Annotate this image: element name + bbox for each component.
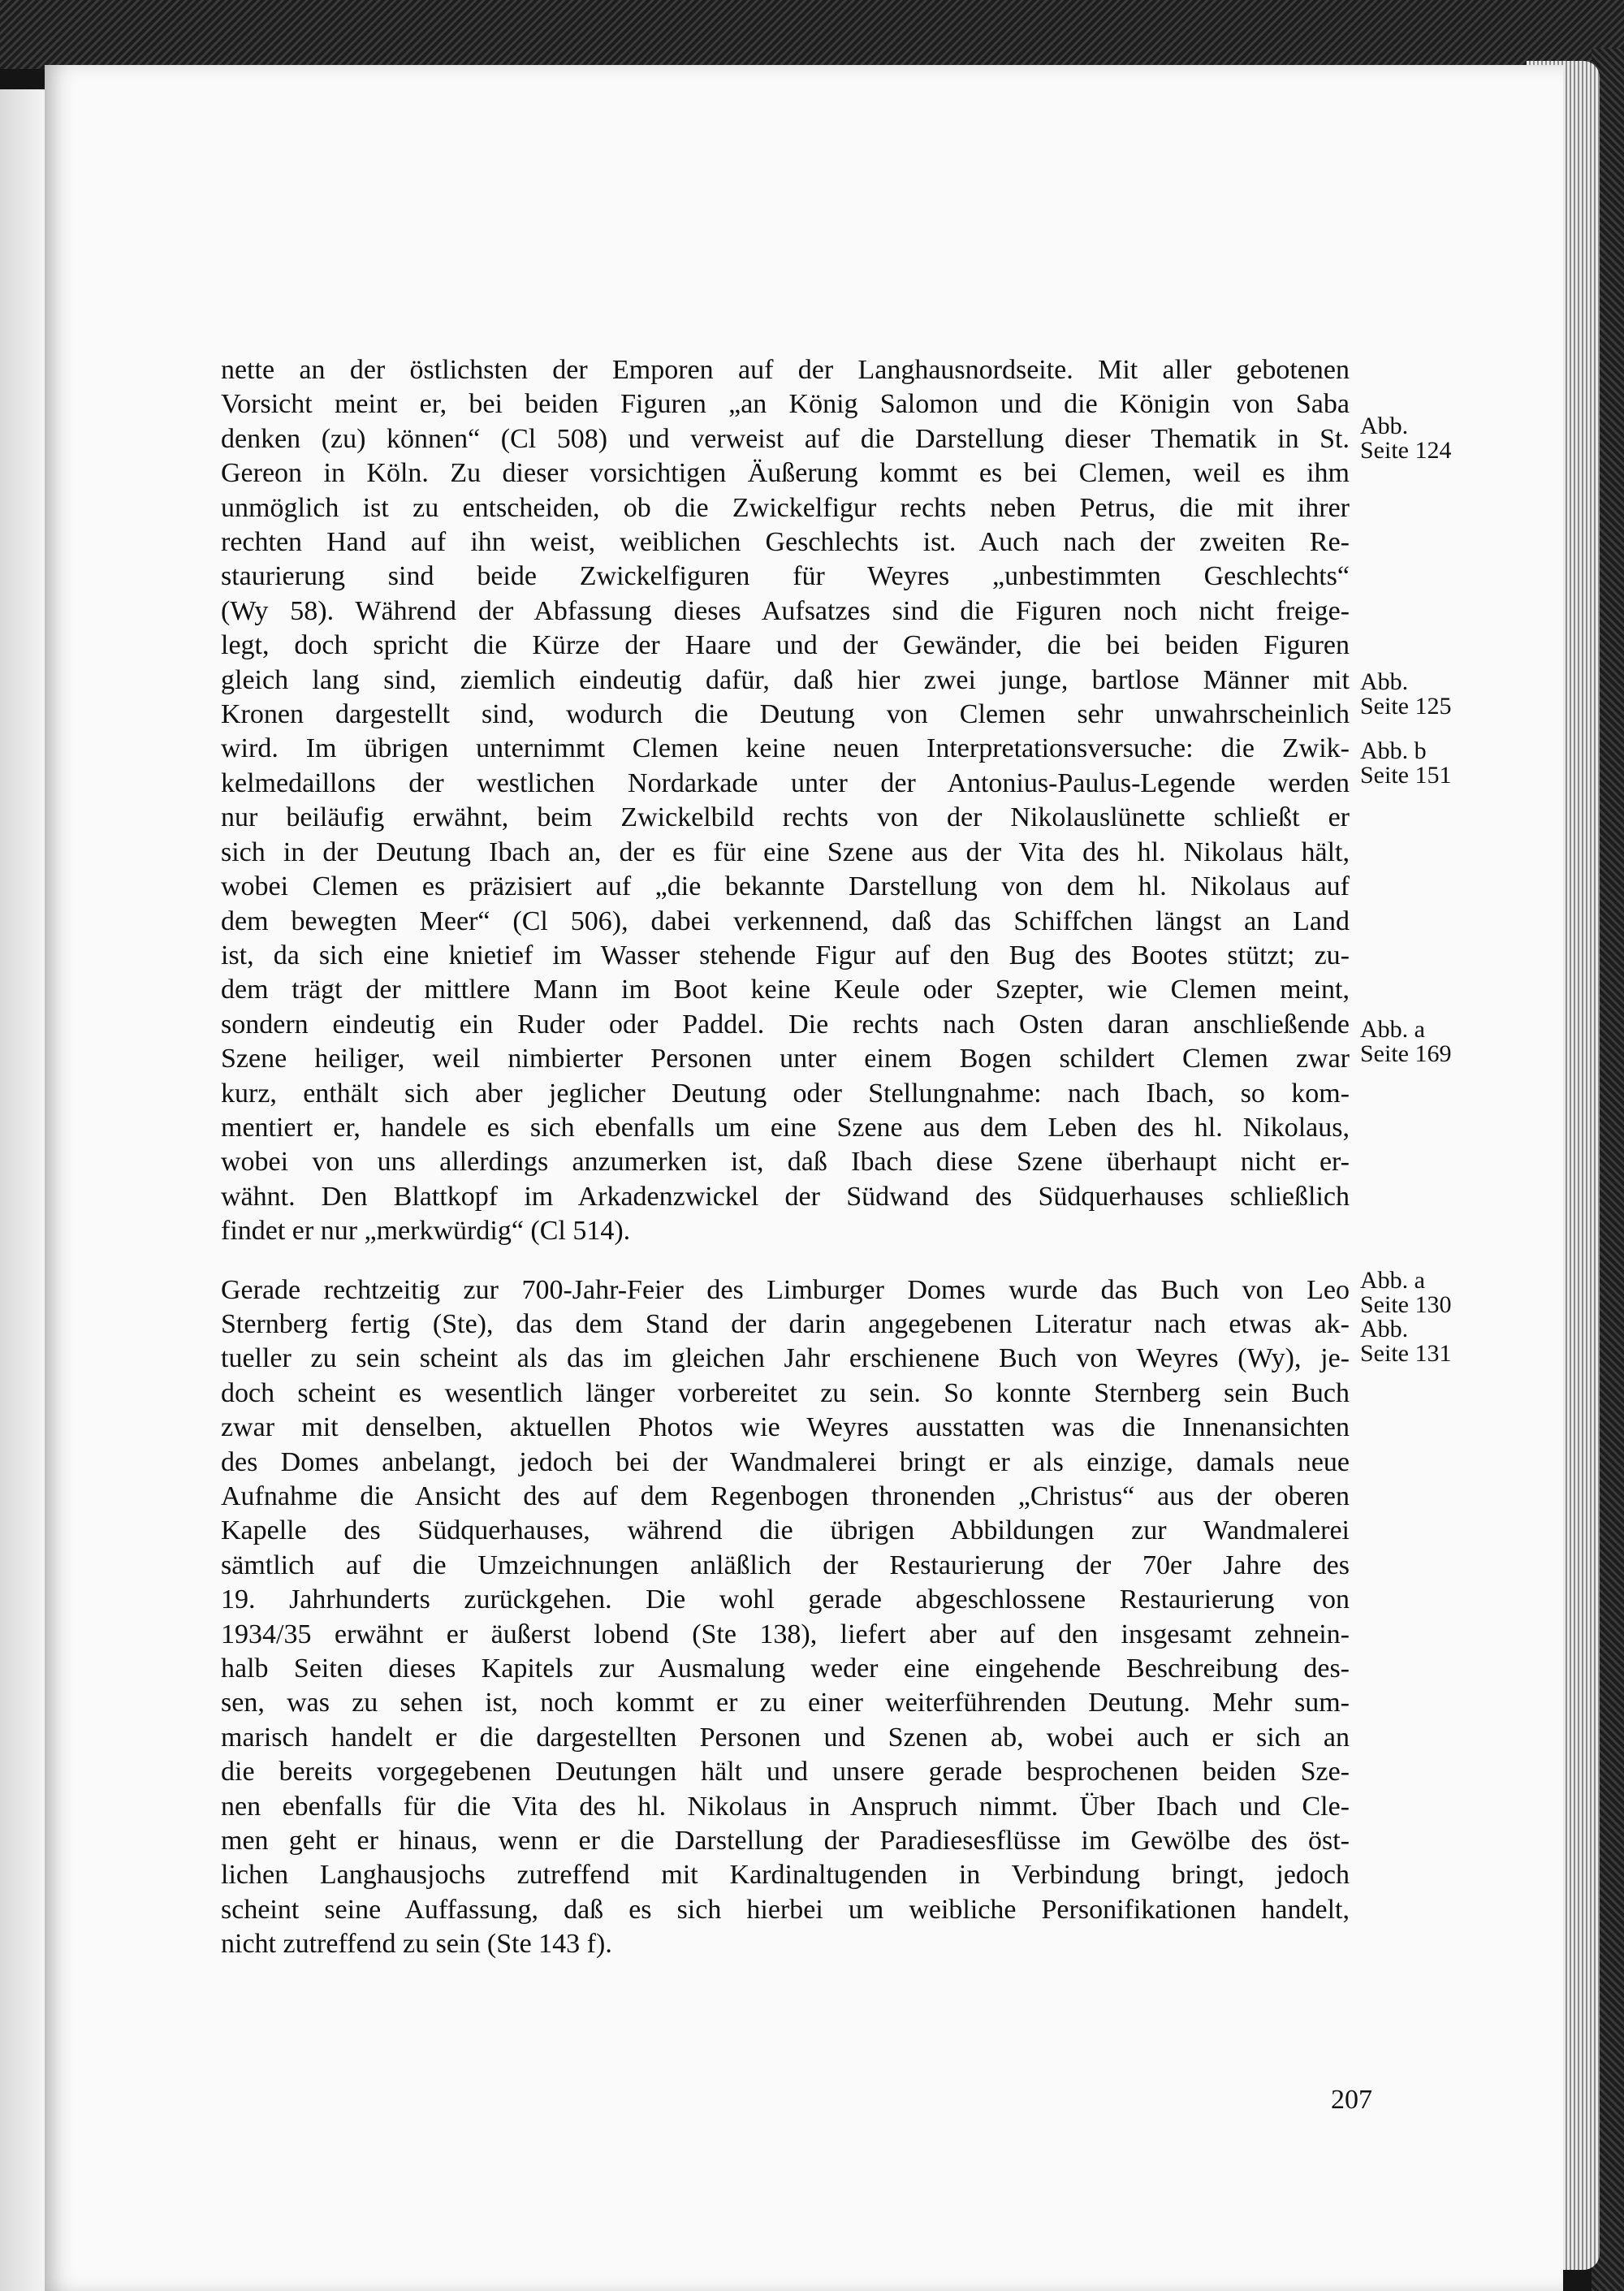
margin-note-label: Abb. b bbox=[1360, 737, 1427, 764]
margin-note-3 bbox=[1360, 739, 1452, 788]
text-line: wähnt. Den Blattkopf im Arkadenzwickel der Südwand des Südquerhauses schließlich bbox=[221, 1181, 1350, 1212]
text-line: men geht er hinaus, wenn er die Darstellung der Paradiesesflüsse im Gewölbe des öst- bbox=[221, 1826, 1350, 1857]
text-line: Gereon in Köln. Zu dieser vorsichtigen Äußerung kommt es bei Clemen, weil es ihm bbox=[221, 458, 1350, 489]
text-line: kelmedaillons der westlichen Nordarkade unter der Antonius-Paulus-Legende werden bbox=[221, 767, 1350, 798]
text-line: sondern eindeutig ein Ruder oder Paddel. Die rechts nach Osten daran anschließende bbox=[221, 1009, 1350, 1040]
text-line: (Wy 58). Während der Abfassung dieses Aufsatzes sind die Figuren noch nicht freige- bbox=[221, 595, 1350, 626]
text-line: wobei Clemen es präzisiert auf „die bekannte Darstellung von dem hl. Nikolaus auf bbox=[221, 871, 1350, 902]
body-text bbox=[221, 353, 1350, 1962]
text-line: doch scheint es wesentlich länger vorbereitet zu sein. So konnte Sternberg sein Buch bbox=[221, 1377, 1350, 1408]
text-line: nette an der östlichsten der Emporen auf der Langhausnordseite. Mit aller gebotenen bbox=[221, 355, 1350, 385]
text-line: halb Seiten dieses Kapitels zur Ausmalung weder eine eingehende Beschreibung des- bbox=[221, 1653, 1350, 1684]
text-line: Kronen dargestellt sind, wodurch die Deutung von Clemen sehr unwahrscheinlich bbox=[221, 699, 1350, 730]
text-line: unmöglich ist zu entscheiden, ob die Zwickelfigur rechts neben Petrus, die mit ihrer bbox=[221, 492, 1350, 523]
text-line: ist, da sich eine knietief im Wasser stehende Figur auf den Bug des Bootes stützt; zu- bbox=[221, 940, 1350, 970]
text-line: mentiert er, handele es sich ebenfalls um eine Szene aus dem Leben des hl. Nikolaus, bbox=[221, 1112, 1350, 1143]
margin-note-label: Abb. a bbox=[1360, 1016, 1425, 1043]
text-line: findet er nur „merkwürdig“ (Cl 514). bbox=[221, 1216, 631, 1247]
margin-note-page: Seite 125 bbox=[1360, 693, 1452, 720]
margin-note-2 bbox=[1360, 670, 1452, 719]
text-line: Aufnahme die Ansicht des auf dem Regenbogen thronenden „Christus“ aus der oberen bbox=[221, 1481, 1350, 1511]
text-line: legt, doch spricht die Kürze der Haare und der Gewänder, die bei beiden Figuren bbox=[221, 630, 1350, 661]
text-line: staurierung sind beide Zwickelfiguren für Weyres „unbestimmten Geschlechts“ bbox=[221, 561, 1350, 592]
margin-note-6 bbox=[1360, 1317, 1452, 1366]
text-line: zwar mit denselben, aktuellen Photos wie Weyres ausstatten was die Innenansichten bbox=[221, 1412, 1350, 1443]
text-line: marisch handelt er die dargestellten Personen und Szenen ab, wobei auch er sich an bbox=[221, 1722, 1350, 1753]
facing-page-edge bbox=[0, 89, 45, 2291]
paragraph-1 bbox=[221, 353, 1350, 1249]
text-line: tueller zu sein scheint als das im gleichen Jahr erschienene Buch von Weyres (Wy), je- bbox=[221, 1343, 1350, 1374]
text-line: dem bewegten Meer“ (Cl 506), dabei verkennend, daß das Schiffchen längst an Land bbox=[221, 906, 1350, 936]
text-line: sich in der Deutung Ibach an, der es für eine Szene aus der Vita des hl. Nikolaus hält, bbox=[221, 836, 1350, 867]
text-line: lichen Langhausjochs zutreffend mit Kardinaltugenden in Verbindung bringt, jedoch bbox=[221, 1860, 1350, 1891]
text-line: nur beiläufig erwähnt, beim Zwickelbild rechts von der Nikolauslünette schließt er bbox=[221, 802, 1350, 833]
text-line: Gerade rechtzeitig zur 700-Jahr-Feier des Limburger Domes wurde das Buch von Leo bbox=[221, 1274, 1350, 1305]
margin-note-page: Seite 151 bbox=[1360, 762, 1452, 789]
text-line: des Domes anbelangt, jedoch bei der Wandmalerei bringt er als einzige, damals neue bbox=[221, 1446, 1350, 1477]
text-line: gleich lang sind, ziemlich eindeutig dafür, daß hier zwei junge, bartlose Männer mit bbox=[221, 664, 1350, 695]
text-line: sämtlich auf die Umzeichnungen anläßlich der Restaurierung der 70er Jahre des bbox=[221, 1550, 1350, 1580]
margin-note-label: Abb. bbox=[1360, 668, 1409, 695]
margin-note-4 bbox=[1360, 1018, 1452, 1066]
book-cover-edge-top bbox=[0, 0, 1624, 69]
text-line: wird. Im übrigen unternimmt Clemen keine neuen Interpretationsversuche: die Zwik- bbox=[221, 733, 1350, 764]
text-line: sen, was zu sehen ist, noch kommt er zu einer weiterführenden Deutung. Mehr sum- bbox=[221, 1688, 1350, 1718]
page-number: 207 bbox=[1331, 2085, 1372, 2115]
margin-note-5 bbox=[1360, 1269, 1452, 1317]
text-line: kurz, enthält sich aber jeglicher Deutung oder Stellungnahme: nach Ibach, so kom- bbox=[221, 1078, 1350, 1109]
paragraph-2 bbox=[221, 1273, 1350, 1962]
text-line: rechten Hand auf ihn weist, weiblichen Geschlechts ist. Auch nach der zweiten Re- bbox=[221, 527, 1350, 558]
margin-note-page: Seite 130 bbox=[1360, 1291, 1452, 1318]
text-line: wobei von uns allerdings anzumerken ist, daß Ibach diese Szene überhaupt nicht er- bbox=[221, 1147, 1350, 1178]
text-line: Szene heiliger, weil nimbierter Personen unter einem Bogen schildert Clemen zwar bbox=[221, 1044, 1350, 1074]
text-line: nicht zutreffend zu sein (Ste 143 f). bbox=[221, 1929, 612, 1960]
text-line: scheint seine Auffassung, daß es sich hierbei um weibliche Personifikationen handelt, bbox=[221, 1894, 1350, 1925]
margin-note-page: Seite 124 bbox=[1360, 437, 1452, 464]
text-line: Vorsicht meint er, bei beiden Figuren „an König Salomon und die Königin von Saba bbox=[221, 389, 1350, 420]
text-line: denken (zu) können“ (Cl 508) und verweist auf die Darstellung dieser Thematik in St. bbox=[221, 423, 1350, 454]
margin-note-page: Seite 169 bbox=[1360, 1040, 1452, 1067]
margin-note-label: Abb. bbox=[1360, 413, 1409, 439]
text-line: Sternberg fertig (Ste), das dem Stand der darin angegebenen Literatur nach etwas ak- bbox=[221, 1308, 1350, 1339]
text-line: dem trägt der mittlere Mann im Boot keine Keule oder Szepter, wie Clemen meint, bbox=[221, 975, 1350, 1005]
text-line: die bereits vorgegebenen Deutungen hält und unsere gerade besprochenen beiden Sze- bbox=[221, 1757, 1350, 1787]
book-page bbox=[45, 65, 1563, 2291]
text-line: Kapelle des Südquerhauses, während die übrigen Abbildungen zur Wandmalerei bbox=[221, 1515, 1350, 1546]
margin-note-page: Seite 131 bbox=[1360, 1340, 1452, 1367]
text-line: 19. Jahrhunderts zurückgehen. Die wohl gerade abgeschlossene Restaurierung von bbox=[221, 1584, 1350, 1615]
margin-note-label: Abb. a bbox=[1360, 1267, 1425, 1294]
text-line: nen ebenfalls für die Vita des hl. Nikolaus in Anspruch nimmt. Über Ibach und Cle- bbox=[221, 1791, 1350, 1822]
margin-note-1 bbox=[1360, 414, 1452, 463]
margin-note-label: Abb. bbox=[1360, 1316, 1409, 1342]
text-line: 1934/35 erwähnt er äußerst lobend (Ste 138), liefert aber auf den insgesamt zehnein- bbox=[221, 1619, 1350, 1649]
